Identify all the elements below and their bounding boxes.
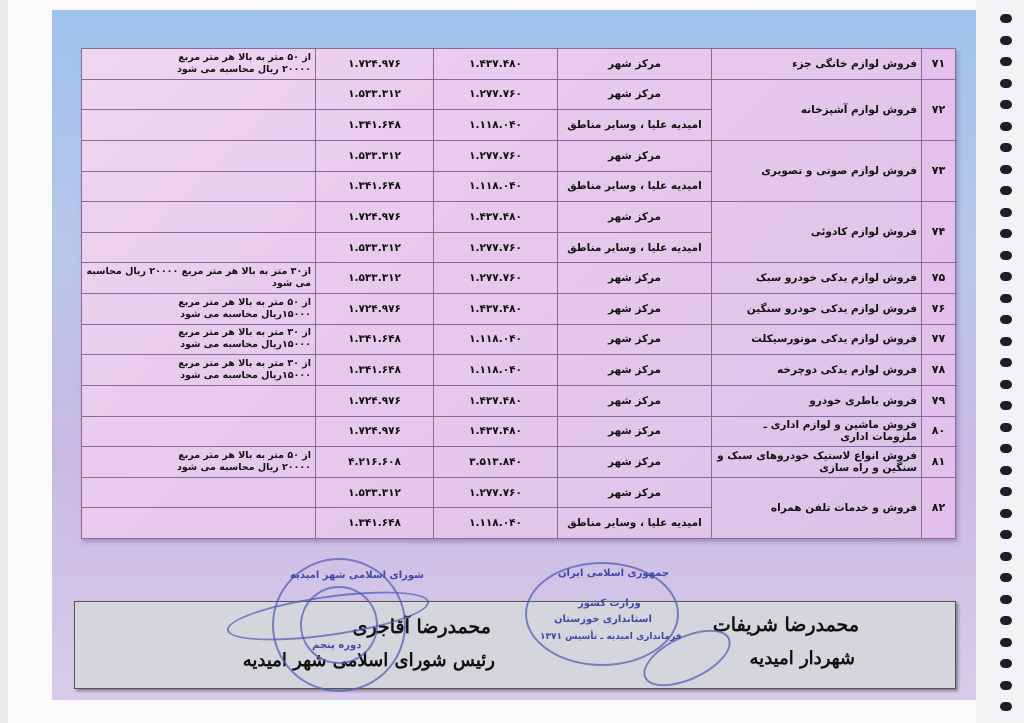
business-type: فروش لوازم یدکی خودرو سبک: [712, 263, 922, 294]
table-row: [82, 324, 956, 355]
business-type: فروش لوازم خانگی جزء: [712, 49, 922, 80]
fee-value-new: ۱.۵۳۳.۳۱۲: [316, 263, 434, 294]
row-number: ۷۹: [922, 385, 956, 416]
binding-hole: [1000, 122, 1012, 131]
table-row: [82, 385, 956, 416]
signature-box: [74, 601, 956, 689]
row-number: ۸۱: [922, 447, 956, 478]
binding-hole: [1000, 444, 1012, 453]
fee-note: [82, 232, 316, 263]
note-line: می شود: [272, 278, 311, 290]
binding-hole: [1000, 681, 1012, 690]
note-line: از ۳۰ متر به بالا هر متر مربع: [178, 327, 311, 339]
binding-hole: [1000, 638, 1012, 647]
fee-value-current: ۱.۲۷۷.۷۶۰: [434, 79, 558, 110]
table-row: [82, 263, 956, 294]
note-line: ۱۵۰۰۰ریال محاسبه می شود: [180, 370, 311, 382]
binding-hole: [1000, 659, 1012, 668]
fee-table: [81, 48, 956, 539]
binding-hole: [1000, 337, 1012, 346]
binding-hole: [1000, 251, 1012, 260]
table-row: [82, 202, 956, 233]
area-name: امیدیه علیا ، وسایر مناطق: [558, 110, 712, 141]
fee-note: [82, 202, 316, 233]
row-number: ۷۵: [922, 263, 956, 294]
fee-value-new: ۱.۵۳۳.۳۱۲: [316, 140, 434, 171]
business-type: فروش لوازم آشپزخانه: [712, 79, 922, 140]
fee-value-new: ۱.۳۴۱.۶۴۸: [316, 355, 434, 386]
binding-hole: [1000, 229, 1012, 238]
area-name: مرکز شهر: [558, 294, 712, 325]
fee-value-new: ۱.۳۴۱.۶۴۸: [316, 171, 434, 202]
fee-value-new: ۴.۲۱۶.۶۰۸: [316, 447, 434, 478]
fee-value-current: ۱.۱۱۸.۰۴۰: [434, 324, 558, 355]
table-row: [82, 447, 956, 478]
fee-note: [82, 508, 316, 539]
row-number: ۸۲: [922, 477, 956, 538]
area-name: مرکز شهر: [558, 477, 712, 508]
business-type: فروش لوازم کادوئی: [712, 202, 922, 263]
table-row: [82, 140, 956, 171]
business-type: فروش لوازم صوتی و تصویری: [712, 140, 922, 201]
council-head-title: رئیس شورای اسلامی شهر امیدیه: [242, 650, 495, 671]
note-line: از ۵۰ متر به بالا هر متر مربع: [178, 449, 311, 461]
binding-hole: [1000, 165, 1012, 174]
binding-hole: [1000, 186, 1012, 195]
business-type: فروش انواع لاستیک خودروهای سبک و سنگین و راه سازی: [712, 447, 922, 478]
area-name: مرکز شهر: [558, 355, 712, 386]
note-line: ۲۰۰۰۰ ریال محاسبه می شود: [176, 63, 311, 75]
fee-note: [82, 49, 316, 80]
fee-note: [82, 110, 316, 141]
binding-hole: [1000, 100, 1012, 109]
area-name: مرکز شهر: [558, 49, 712, 80]
mayor-title: شهردار امیدیه: [749, 648, 855, 669]
fee-note: [82, 263, 316, 294]
fee-value-current: ۱.۴۳۷.۴۸۰: [434, 385, 558, 416]
note-line: از ۳۰ متر به بالا هر متر مربع: [178, 358, 311, 370]
area-name: مرکز شهر: [558, 416, 712, 447]
fee-value-new: ۱.۷۲۴.۹۷۶: [316, 385, 434, 416]
table-row: [82, 416, 956, 447]
gov-stamp-line-4: فرمانداری امیدیه ـ تأسیس ۱۳۷۱: [540, 632, 682, 642]
binding-hole: [1000, 315, 1012, 324]
binding-hole: [1000, 466, 1012, 475]
area-name: مرکز شهر: [558, 202, 712, 233]
business-type: فروش ماشین و لوازم اداری ـ ملزومات اداری: [712, 416, 922, 447]
binding-hole: [1000, 530, 1012, 539]
note-line: ۱۵۰۰۰ریال محاسبه می شود: [180, 308, 311, 320]
table-row: [82, 355, 956, 386]
area-name: امیدیه علیا ، وسایر مناطق: [558, 508, 712, 539]
fee-value-new: ۱.۷۲۴.۹۷۶: [316, 416, 434, 447]
fee-note: [82, 385, 316, 416]
fee-value-current: ۱.۲۷۷.۷۶۰: [434, 263, 558, 294]
council-head-name: محمدرضا آقاجری: [352, 616, 491, 638]
row-number: ۸۰: [922, 416, 956, 447]
business-type: فروش و خدمات تلفن همراه: [712, 477, 922, 538]
row-number: ۷۴: [922, 202, 956, 263]
table-row: [82, 79, 956, 110]
fee-note: [82, 79, 316, 110]
binding-hole: [1000, 380, 1012, 389]
binding-hole: [1000, 423, 1012, 432]
binding-hole: [1000, 79, 1012, 88]
spiral-binding: [976, 0, 1024, 723]
fee-value-current: ۱.۲۷۷.۷۶۰: [434, 477, 558, 508]
area-name: مرکز شهر: [558, 263, 712, 294]
area-name: مرکز شهر: [558, 385, 712, 416]
note-line: از ۵۰ متر به بالا هر متر مربع: [178, 51, 311, 63]
row-number: ۷۶: [922, 294, 956, 325]
table-row: [82, 294, 956, 325]
fee-note: [82, 324, 316, 355]
fee-value-current: ۳.۵۱۳.۸۴۰: [434, 447, 558, 478]
fee-value-current: ۱.۲۷۷.۷۶۰: [434, 232, 558, 263]
fee-value-new: ۱.۳۴۱.۶۴۸: [316, 324, 434, 355]
fee-value-current: ۱.۱۱۸.۰۴۰: [434, 355, 558, 386]
area-name: مرکز شهر: [558, 324, 712, 355]
fee-value-current: ۱.۴۳۷.۴۸۰: [434, 294, 558, 325]
business-type: فروش باطری خودرو: [712, 385, 922, 416]
binding-hole: [1000, 294, 1012, 303]
council-stamp-line-2: دوره پنجم: [312, 640, 362, 651]
mayor-name: محمدرضا شریفات: [712, 614, 859, 636]
fee-value-current: ۱.۱۱۸.۰۴۰: [434, 110, 558, 141]
business-type: فروش لوازم یدکی خودرو سنگین: [712, 294, 922, 325]
row-number: ۷۱: [922, 49, 956, 80]
fee-note: [82, 355, 316, 386]
fee-value-new: ۱.۵۳۳.۳۱۲: [316, 477, 434, 508]
note-line: از۳۰ متر به بالا هر متر مربع ۲۰۰۰۰ ریال محاسبه: [86, 266, 311, 278]
gov-stamp-line-3: استانداری خوزستان: [554, 614, 652, 625]
binding-hole: [1000, 401, 1012, 410]
table-row: [82, 49, 956, 80]
fee-note: [82, 447, 316, 478]
note-line: ۱۵۰۰۰ریال محاسبه می شود: [180, 339, 311, 351]
fee-value-new: ۱.۳۴۱.۶۴۸: [316, 508, 434, 539]
row-number: ۷۲: [922, 79, 956, 140]
gov-stamp-line-1: جمهوری اسلامی ایران: [558, 568, 670, 579]
fee-note: [82, 171, 316, 202]
fee-value-current: ۱.۴۳۷.۴۸۰: [434, 202, 558, 233]
binding-hole: [1000, 702, 1012, 711]
binding-hole: [1000, 208, 1012, 217]
gov-stamp-line-2: وزارت کشور: [578, 598, 641, 609]
binding-hole: [1000, 36, 1012, 45]
fee-value-new: ۱.۳۴۱.۶۴۸: [316, 110, 434, 141]
binding-hole: [1000, 358, 1012, 367]
binding-hole: [1000, 573, 1012, 582]
binding-hole: [1000, 14, 1012, 23]
fee-value-current: ۱.۱۱۸.۰۴۰: [434, 508, 558, 539]
binding-hole: [1000, 595, 1012, 604]
binding-hole: [1000, 509, 1012, 518]
fee-value-current: ۱.۱۱۸.۰۴۰: [434, 171, 558, 202]
fee-note: [82, 416, 316, 447]
fee-value-current: ۱.۴۳۷.۴۸۰: [434, 416, 558, 447]
fee-note: [82, 477, 316, 508]
binding-hole: [1000, 552, 1012, 561]
fee-value-new: ۱.۷۲۴.۹۷۶: [316, 294, 434, 325]
binding-hole: [1000, 57, 1012, 66]
business-type: فروش لوازم یدکی موتورسیکلت: [712, 324, 922, 355]
area-name: امیدیه علیا ، وسایر مناطق: [558, 171, 712, 202]
area-name: مرکز شهر: [558, 79, 712, 110]
area-name: مرکز شهر: [558, 447, 712, 478]
council-stamp-line-1: شورای اسلامی شهر امیدیه: [290, 570, 425, 581]
row-number: ۷۸: [922, 355, 956, 386]
binding-hole: [1000, 616, 1012, 625]
fee-note: [82, 140, 316, 171]
table-row: [82, 477, 956, 508]
note-line: ۲۰۰۰۰ ریال محاسبه می شود: [176, 461, 311, 473]
fee-value-new: ۱.۷۲۴.۹۷۶: [316, 202, 434, 233]
fee-value-new: ۱.۵۳۳.۳۱۲: [316, 232, 434, 263]
fee-value-current: ۱.۴۳۷.۴۸۰: [434, 49, 558, 80]
fee-note: [82, 294, 316, 325]
note-line: از ۵۰ متر به بالا هر متر مربع: [178, 296, 311, 308]
fee-value-new: ۱.۵۳۳.۳۱۲: [316, 79, 434, 110]
binding-hole: [1000, 272, 1012, 281]
binding-hole: [1000, 143, 1012, 152]
area-name: امیدیه علیا ، وسایر مناطق: [558, 232, 712, 263]
binding-hole: [1000, 487, 1012, 496]
fee-value-new: ۱.۷۲۴.۹۷۶: [316, 49, 434, 80]
fee-value-current: ۱.۲۷۷.۷۶۰: [434, 140, 558, 171]
area-name: مرکز شهر: [558, 140, 712, 171]
row-number: ۷۳: [922, 140, 956, 201]
business-type: فروش لوازم یدکی دوچرخه: [712, 355, 922, 386]
row-number: ۷۷: [922, 324, 956, 355]
